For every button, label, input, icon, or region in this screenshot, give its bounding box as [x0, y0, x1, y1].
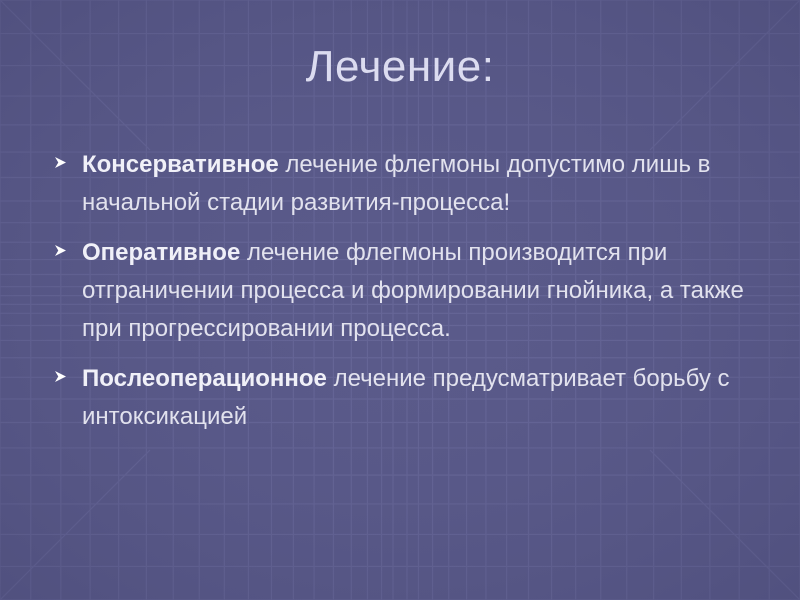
bullet-item-postoperative	[50, 360, 750, 436]
diamond-arrow-icon	[55, 371, 66, 382]
bullet-item-operative	[50, 234, 750, 348]
bullet-term: Послеоперационное	[82, 365, 327, 392]
slide-title: Лечение:	[305, 42, 495, 91]
bullet-text: лечение флегмоны допустимо лишь в начальной стадии развития-процесса!	[82, 151, 711, 216]
bullet-list	[50, 146, 750, 448]
bullet-text: лечение предусматривает борьбу с интоксикацией	[82, 365, 730, 430]
diamond-arrow-icon	[55, 157, 66, 168]
bullet-text: лечение флегмоны производится при отграничении процесса и формировании гнойника, а также при прогрессировании процесса.	[82, 239, 744, 342]
bullet-term: Консервативное	[82, 151, 279, 178]
bullet-term: Оперативное	[82, 239, 241, 266]
bullet-item-conservative	[50, 146, 750, 222]
diamond-arrow-icon	[55, 245, 66, 256]
